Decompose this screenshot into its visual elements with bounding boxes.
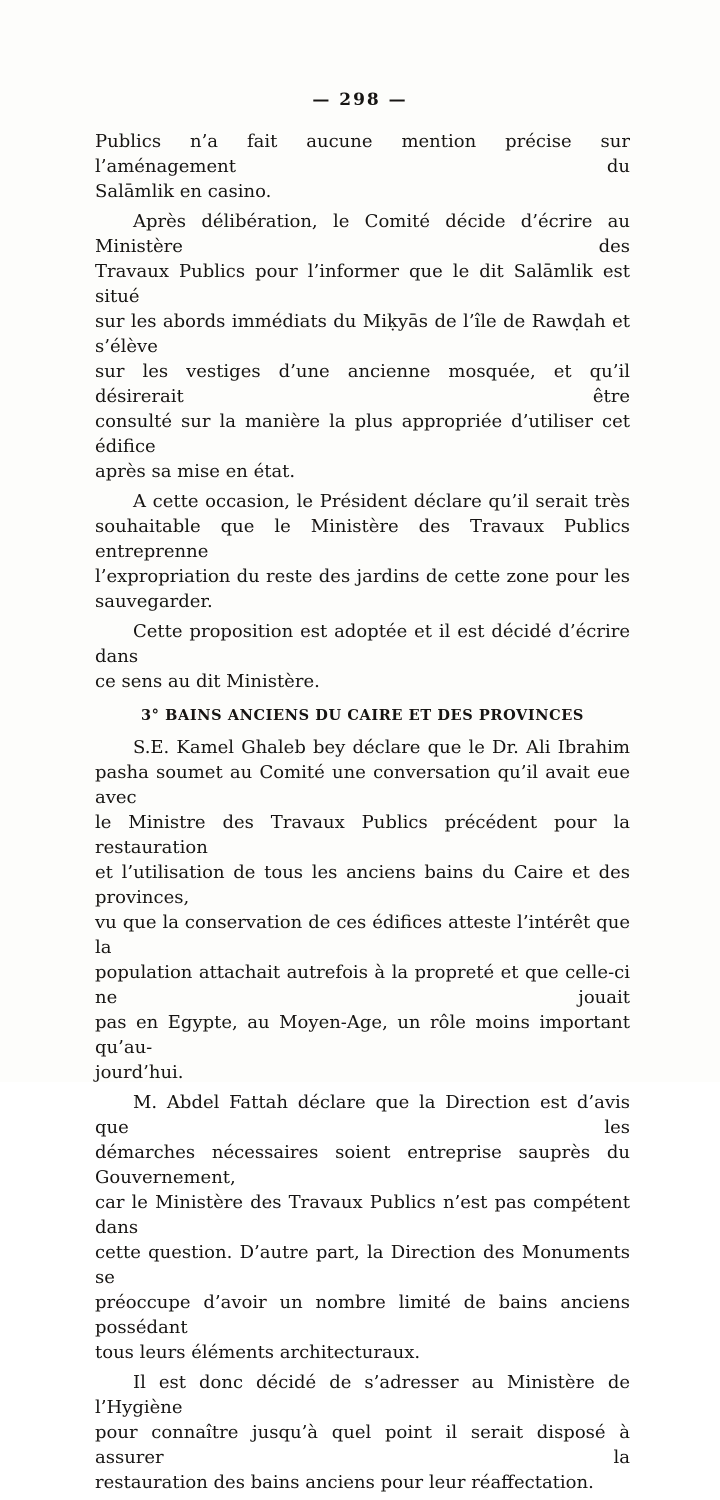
text-line: Il est donc décidé de s’adresser au Ministère de l’Hygiène [95, 1372, 630, 1418]
paragraph [95, 129, 630, 204]
text-line: sauvegarder. [95, 591, 213, 612]
paragraph [95, 735, 630, 1085]
text-line: M. Abdel Fattah déclare que la Direction est d’avis que les [95, 1092, 630, 1138]
text-line: Salāmlik en casino. [95, 181, 272, 202]
text-line: cette question. D’autre part, la Direction des Monuments se [95, 1242, 630, 1288]
text-line: car le Ministère des Travaux Publics n’est pas compétent dans [95, 1192, 630, 1238]
text-block [95, 129, 630, 1500]
text-line: jourd’hui. [95, 1062, 184, 1083]
text-line: Cette proposition est adoptée et il est décidé d’écrire dans [95, 621, 630, 667]
text-line: l’expropriation du reste des jardins de cette zone pour les [95, 566, 630, 587]
text-line: consulté sur la manière la plus appropriée d’utiliser cet édifice [95, 411, 630, 457]
text-line: A cette occasion, le Président déclare qu’il serait très [133, 491, 630, 512]
section-heading: 3° BAINS ANCIENS DU CAIRE ET DES PROVINCES [140, 707, 584, 724]
paragraph [95, 489, 630, 614]
text-line: préoccupe d’avoir un nombre limité de bains anciens possédant [95, 1292, 630, 1338]
text-line: S.E. Kamel Ghaleb bey déclare que le Dr. Ali Ibrahim [133, 737, 630, 758]
text-line: après sa mise en état. [95, 461, 296, 482]
text-line: pas en Egypte, au Moyen-Age, un rôle moins important qu’au- [95, 1012, 630, 1058]
paragraph [95, 1370, 630, 1495]
text-line: sur les abords immédiats du Miḳyās de l’île de Rawḍah et s’élève [95, 311, 630, 357]
text-line: souhaitable que le Ministère des Travaux Publics entreprenne [95, 516, 630, 562]
paragraph [95, 209, 630, 484]
text-line: et l’utilisation de tous les anciens bains du Caire et des provinces, [95, 862, 630, 908]
text-line: Travaux Publics pour l’informer que le dit Salāmlik est situé [95, 261, 630, 307]
text-line: tous leurs éléments architecturaux. [95, 1342, 421, 1363]
text-line: ce sens au dit Ministère. [95, 671, 320, 692]
text-line: le Ministre des Travaux Publics précédent pour la restauration [95, 812, 630, 858]
text-line: population attachait autrefois à la propreté et que celle-ci ne jouait [95, 962, 630, 1008]
text-line: vu que la conservation de ces édifices atteste l’intérêt que la [95, 912, 630, 958]
text-line: démarches nécessaires soient entreprise sauprès du Gouvernement, [95, 1142, 630, 1188]
page-number: — 298 — [312, 90, 408, 110]
text-line: sur les vestiges d’une ancienne mosquée, et qu’il désirerait être [95, 361, 630, 407]
text-line: restauration des bains anciens pour leur réaffectation. [95, 1472, 594, 1493]
paragraph [95, 619, 630, 694]
text-line: pour connaître jusqu’à quel point il serait disposé à assurer la [95, 1422, 630, 1468]
text-line: pasha soumet au Comité une conversation qu’il avait eue avec [95, 762, 630, 808]
text-line: Publics n’a fait aucune mention précise sur l’aménagement du [95, 131, 630, 177]
paragraph [95, 1090, 630, 1365]
text-line: Après délibération, le Comité décide d’écrire au Ministère des [95, 211, 630, 257]
